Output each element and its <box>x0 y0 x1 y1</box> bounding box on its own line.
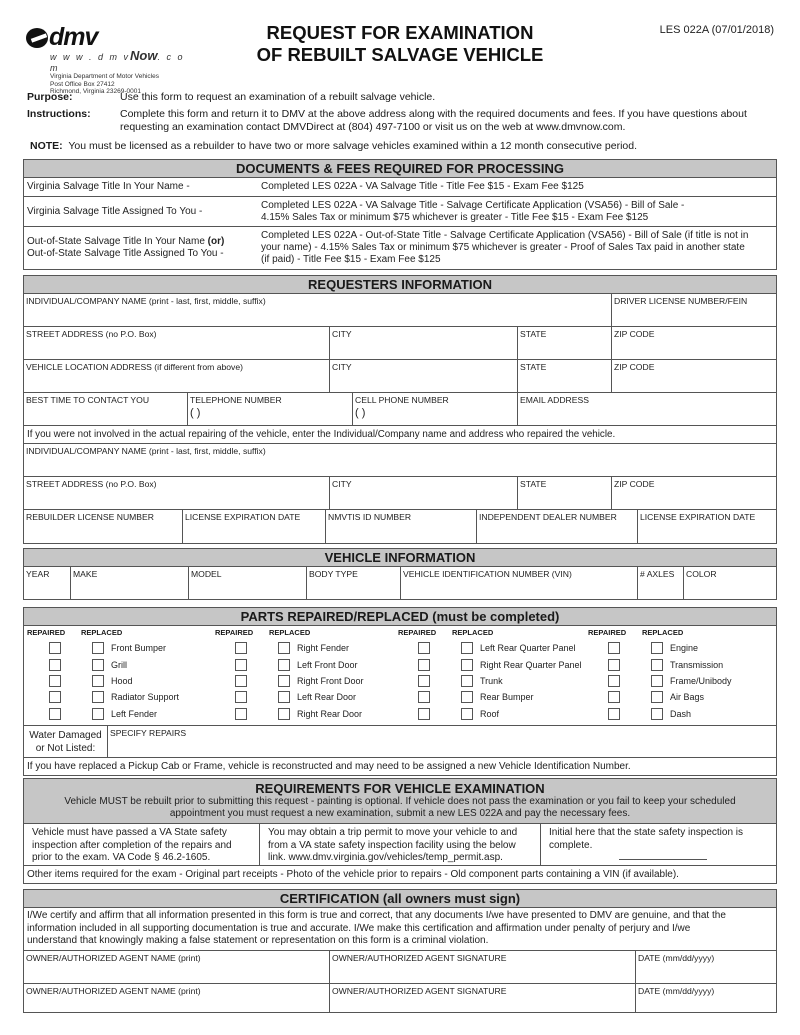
nmvtis-id-field[interactable]: NMVTIS ID NUMBER <box>326 510 477 543</box>
repairer-state-field[interactable]: STATE <box>518 477 612 509</box>
repairer-note: If you were not involved in the actual repairing of the vehicle, enter the Individual/Company name and address who repaired the vehicle. <box>27 429 616 440</box>
repaired-checkbox-left-front-door[interactable] <box>235 659 247 671</box>
parts-checklist <box>24 626 776 726</box>
certification-table <box>23 889 777 1013</box>
street-address-field[interactable]: STREET ADDRESS (no P.O. Box) <box>24 327 330 359</box>
year-field[interactable]: YEAR <box>24 567 71 599</box>
repaired-checkbox-right-rear-door[interactable] <box>235 708 247 720</box>
rebuilder-license-field[interactable]: REBUILDER LICENSE NUMBER <box>24 510 183 543</box>
purpose-label: Purpose: <box>27 91 73 103</box>
instructions-text: Complete this form and return it to DMV at the above address along with the required documents and fees. If you have questions about requesting an examination contact DMVDirect at (804) 497-7100 or visit us on the web at www.dmvnow.com. <box>120 108 747 133</box>
replaced-checkbox-grill[interactable] <box>92 659 104 671</box>
repaired-checkbox-engine[interactable] <box>608 642 620 654</box>
logo-url: w w w . d m vNow. c o m <box>50 48 185 73</box>
vehicle-info-table <box>23 548 777 600</box>
replaced-checkbox-left-rear-quarter-panel[interactable] <box>461 642 473 654</box>
vehicle-location-field[interactable]: VEHICLE LOCATION ADDRESS (if different from above) <box>24 360 330 392</box>
replaced-checkbox-front-bumper[interactable] <box>92 642 104 654</box>
owner-signature-field-1[interactable]: OWNER/AUTHORIZED AGENT SIGNATURE <box>330 951 636 983</box>
note: NOTE: You must be licensed as a rebuilder to have two or more salvage vehicles examined within a 12 month consecutive period. <box>30 140 638 152</box>
repaired-checkbox-radiator-support[interactable] <box>49 691 61 703</box>
repairer-city-field[interactable]: CITY <box>330 477 518 509</box>
replaced-checkbox-rear-bumper[interactable] <box>461 691 473 703</box>
logo-text: dmv <box>49 23 98 51</box>
repaired-checkbox-grill[interactable] <box>49 659 61 671</box>
specify-repairs-field[interactable]: SPECIFY REPAIRS <box>110 728 187 738</box>
requirements-table <box>23 778 777 884</box>
parts-col-4: REPAIRED REPLACED Engine Transmission Frame/Unibody Air Bags Dash <box>588 628 732 719</box>
repaired-checkbox-right-front-door[interactable] <box>235 675 247 687</box>
replaced-checkbox-left-fender[interactable] <box>92 708 104 720</box>
email-field[interactable]: EMAIL ADDRESS <box>520 395 589 405</box>
safety-inspection-requirement: Vehicle must have passed a VA State safety inspection after completion of the repairs and prior to the exam. VA Code § 46.2-1605. <box>24 824 260 865</box>
water-damaged-label: Water Damaged or Not Listed: <box>24 726 108 757</box>
best-time-field[interactable]: BEST TIME TO CONTACT YOU <box>24 393 188 425</box>
requesters-table <box>23 275 777 544</box>
repairer-name-field[interactable]: INDIVIDUAL/COMPANY NAME (print - last, first, middle, suffix) <box>26 446 266 456</box>
color-field[interactable]: COLOR <box>686 569 717 579</box>
vin-field[interactable]: VEHICLE IDENTIFICATION NUMBER (VIN) <box>401 567 638 599</box>
inspection-initial-box[interactable]: Initial here that the state safety inspection is complete. <box>541 824 776 865</box>
requesters-heading: REQUESTERS INFORMATION <box>24 276 776 294</box>
documents-fees-table <box>23 159 777 270</box>
repairer-street-field[interactable]: STREET ADDRESS (no P.O. Box) <box>24 477 330 509</box>
replaced-checkbox-frame-unibody[interactable] <box>651 675 663 687</box>
certification-text: I/We certify and affirm that all information presented in this form is true and correct, that any documents I/we have presented to DMV are genuine, and that the information included in all supporting documentation is true and accurate. I/We make this certification and affirmation under penalty of perjury and I/we understand that knowingly making a false statement or representation on this form is a criminal violation. <box>24 908 776 951</box>
zip-field[interactable]: ZIP CODE <box>614 329 655 339</box>
replaced-checkbox-engine[interactable] <box>651 642 663 654</box>
requester-name-field[interactable]: INDIVIDUAL/COMPANY NAME (print - last, first, middle, suffix) <box>24 294 612 326</box>
repaired-checkbox-hood[interactable] <box>49 675 61 687</box>
replaced-checkbox-right-rear-door[interactable] <box>278 708 290 720</box>
date-field-1[interactable]: DATE (mm/dd/yyyy) <box>638 952 715 963</box>
dmv-logo <box>26 24 196 96</box>
repaired-checkbox-air-bags[interactable] <box>608 691 620 703</box>
owner-name-field-1[interactable]: OWNER/AUTHORIZED AGENT NAME (print) <box>24 951 330 983</box>
doc-row-va-assigned: Virginia Salvage Title Assigned To You - Completed LES 022A - VA Salvage Title - Salvage Certificate Application (VSA56) - Bill of Sale - 4.15% Sales Tax or minimum $75 whichever is greater - Title Fee $15 - Exam Fee $125 <box>24 197 776 227</box>
replaced-checkbox-roof[interactable] <box>461 708 473 720</box>
agency-name: Virginia Department of Motor Vehicles <box>50 73 159 80</box>
repaired-checkbox-right-rear-quarter-panel[interactable] <box>418 659 430 671</box>
state-field[interactable]: STATE <box>518 327 612 359</box>
telephone-field[interactable]: TELEPHONE NUMBER ( ) <box>188 393 353 425</box>
certification-heading: CERTIFICATION (all owners must sign) <box>24 890 776 908</box>
replaced-checkbox-right-front-door[interactable] <box>278 675 290 687</box>
city-state: Richmond, Virginia 23269-0001 <box>50 88 141 95</box>
doc-row-va-own: Virginia Salvage Title In Your Name - Completed LES 022A - VA Salvage Title - Title Fee $15 - Exam Fee $125 <box>24 178 776 197</box>
replaced-checkbox-left-front-door[interactable] <box>278 659 290 671</box>
dmv-swoosh-icon <box>26 28 48 48</box>
replaced-checkbox-transmission[interactable] <box>651 659 663 671</box>
vehicle-city-field[interactable]: CITY <box>330 360 518 392</box>
documents-heading: DOCUMENTS & FEES REQUIRED FOR PROCESSING <box>24 160 776 178</box>
trip-permit-info: You may obtain a trip permit to move your vehicle to and from a VA state safety inspection facility using the below link. www.dmv.virginia.gov/vehicles/temp_permit.asp. <box>260 824 541 865</box>
dealer-number-field[interactable]: INDEPENDENT DEALER NUMBER <box>477 510 638 543</box>
form-id: LES 022A (07/01/2018) <box>659 24 774 36</box>
reconstructed-note: If you have replaced a Pickup Cab or Frame, vehicle is reconstructed and may need to be assigned a new Vehicle Identification Number. <box>27 761 631 772</box>
city-field[interactable]: CITY <box>330 327 518 359</box>
replaced-checkbox-right-rear-quarter-panel[interactable] <box>461 659 473 671</box>
initial-line[interactable] <box>619 859 707 860</box>
date-field-2[interactable]: DATE (mm/dd/yyyy) <box>638 985 715 996</box>
dealer-license-expiration-field[interactable]: LICENSE EXPIRATION DATE <box>640 512 756 522</box>
replaced-checkbox-dash[interactable] <box>651 708 663 720</box>
po-box: Post Office Box 27412 <box>50 80 115 88</box>
axles-field[interactable]: # AXLES <box>638 567 684 599</box>
parts-col-1: REPAIRED REPLACED Front Bumper Grill Hood Radiator Support Left Fender <box>27 628 180 719</box>
replaced-checkbox-hood[interactable] <box>92 675 104 687</box>
replaced-checkbox-trunk[interactable] <box>461 675 473 687</box>
vehicle-zip-field[interactable]: ZIP CODE <box>614 362 655 372</box>
body-type-field[interactable]: BODY TYPE <box>307 567 401 599</box>
cell-phone-field[interactable]: CELL PHONE NUMBER ( ) <box>353 393 518 425</box>
owner-signature-field-2[interactable]: OWNER/AUTHORIZED AGENT SIGNATURE <box>330 984 636 1012</box>
other-items-note: Other items required for the exam - Original part receipts - Photo of the vehicle prior to repairs - Old component parts containing a VIN (if available). <box>27 869 679 880</box>
repaired-checkbox-right-fender[interactable] <box>235 642 247 654</box>
form-title: REQUEST FOR EXAMINATION OF REBUILT SALVAGE VEHICLE <box>256 22 544 65</box>
replaced-checkbox-right-fender[interactable] <box>278 642 290 654</box>
repaired-checkbox-left-rear-door[interactable] <box>235 691 247 703</box>
instructions-label: Instructions: <box>27 108 91 120</box>
replaced-checkbox-air-bags[interactable] <box>651 691 663 703</box>
owner-name-field-2[interactable]: OWNER/AUTHORIZED AGENT NAME (print) <box>24 984 330 1012</box>
model-field[interactable]: MODEL <box>189 567 307 599</box>
repaired-checkbox-left-rear-quarter-panel[interactable] <box>418 642 430 654</box>
doc-row-out-of-state: Out-of-State Salvage Title In Your Name (or) Out-of-State Salvage Title Assigned To You - Completed LES 022A - Out-of-State Title - Salvage Certificate Application (VSA56) - Bill of Sale (if title is not in your name) - 4.15% Sales Tax or minimum $75 whichever is greater - Proof of Sales Tax paid in another state (if paid) - Title Fee $15 - Exam Fee $125 <box>27 230 749 265</box>
license-expiration-field[interactable]: LICENSE EXPIRATION DATE <box>183 510 326 543</box>
repaired-checkbox-left-fender[interactable] <box>49 708 61 720</box>
parts-heading: PARTS REPAIRED/REPLACED (must be completed) <box>24 608 776 626</box>
replaced-checkbox-left-rear-door[interactable] <box>278 691 290 703</box>
repaired-checkbox-front-bumper[interactable] <box>49 642 61 654</box>
purpose-text: Use this form to request an examination of a rebuilt salvage vehicle. <box>120 91 436 103</box>
repaired-checkbox-rear-bumper[interactable] <box>418 691 430 703</box>
driver-license-field[interactable]: DRIVER LICENSE NUMBER/FEIN <box>614 296 748 306</box>
parts-table <box>23 607 777 776</box>
vehicle-heading: VEHICLE INFORMATION <box>24 549 776 567</box>
repaired-checkbox-frame-unibody[interactable] <box>608 675 620 687</box>
vehicle-state-field[interactable]: STATE <box>518 360 612 392</box>
parts-col-3: REPAIRED REPLACED Left Rear Quarter Panel Right Rear Quarter Panel Trunk Rear Bumper Roof <box>398 628 582 719</box>
requirements-header: REQUIREMENTS FOR VEHICLE EXAMINATION Vehicle MUST be rebuilt prior to submitting this request - painting is optional. If vehicle does not pass the examination or you fail to keep your scheduled appointment you must request a new examination, submit a new LES 022A and pay the necessary fees. <box>24 779 776 824</box>
make-field[interactable]: MAKE <box>71 567 189 599</box>
replaced-checkbox-radiator-support[interactable] <box>92 691 104 703</box>
parts-col-2: REPAIRED REPLACED Right Fender Left Front Door Right Front Door Left Rear Door Right Rear Door <box>215 628 364 719</box>
repaired-checkbox-transmission[interactable] <box>608 659 620 671</box>
repairer-zip-field[interactable]: ZIP CODE <box>614 479 655 489</box>
repaired-checkbox-trunk[interactable] <box>418 675 430 687</box>
repaired-checkbox-roof[interactable] <box>418 708 430 720</box>
repaired-checkbox-dash[interactable] <box>608 708 620 720</box>
